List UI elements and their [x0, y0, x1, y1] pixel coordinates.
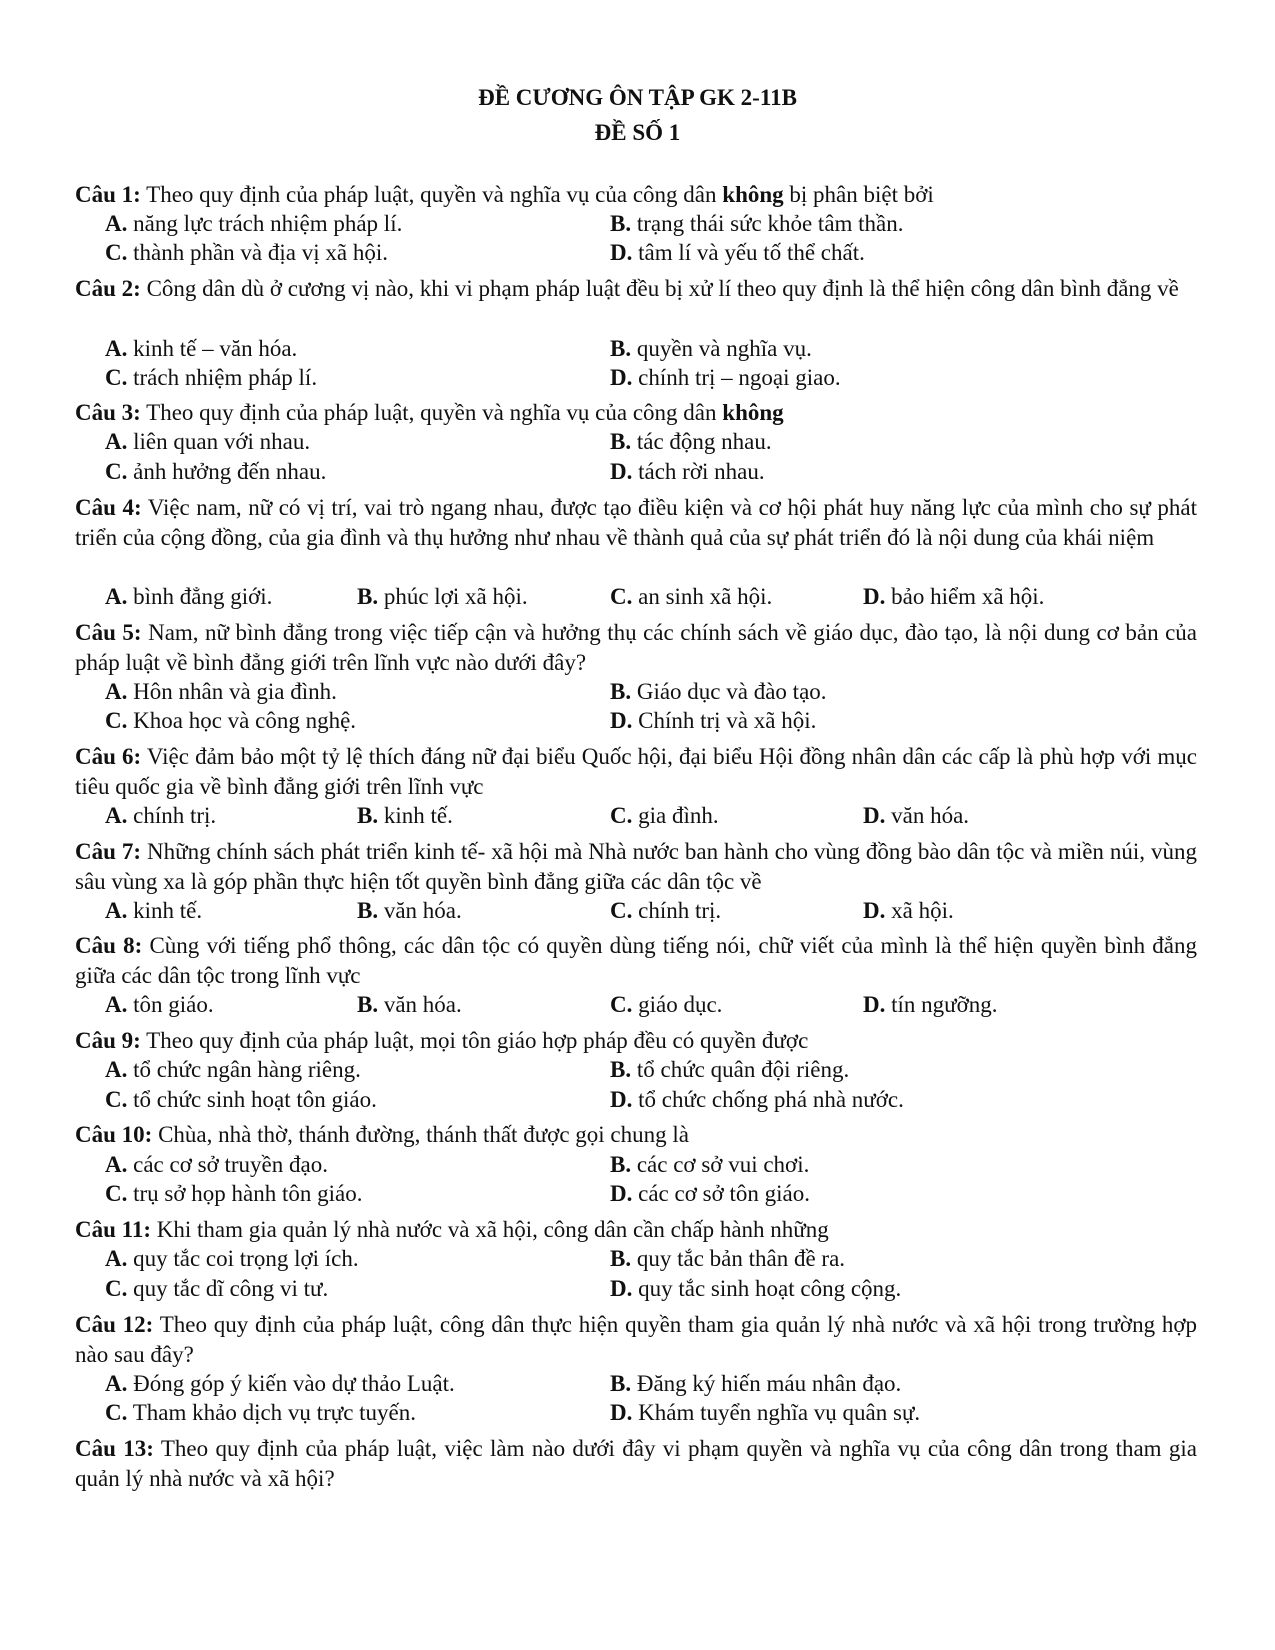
option-d: D. bảo hiểm xã hội. — [863, 584, 1045, 609]
question-5 — [75, 618, 1197, 678]
document-title: ĐỀ CƯƠNG ÔN TẬP GK 2-11B — [478, 85, 797, 110]
question-emphasis: không — [722, 182, 784, 207]
option-b: B. tác động nhau. — [610, 429, 772, 454]
question-text: Những chính sách phát triển kinh tế- xã hội mà Nhà nước ban hành cho vùng đồng bào dân tộc và miền núi, vùng sâu vùng xa là góp phần thực hiện tốt quyền bình đẳng giữa các dân tộc về — [75, 839, 1197, 894]
option-c: C. tổ chức sinh hoạt tôn giáo. — [105, 1087, 377, 1112]
option-b: B. văn hóa. — [357, 898, 462, 923]
question-13 — [75, 1434, 1197, 1494]
option-c: C. ảnh hưởng đến nhau. — [105, 459, 327, 484]
question-1 — [75, 180, 1197, 210]
document-subtitle: ĐỀ SỐ 1 — [594, 120, 681, 145]
option-c: C. chính trị. — [610, 898, 722, 923]
option-d: D. văn hóa. — [863, 803, 970, 828]
option-b: B. quy tắc bản thân đề ra. — [610, 1246, 846, 1271]
option-b: B. phúc lợi xã hội. — [357, 584, 528, 609]
question-text: Khi tham gia quản lý nhà nước và xã hội, công dân cần chấp hành những — [156, 1217, 829, 1242]
option-b: B. tổ chức quân đội riêng. — [610, 1057, 850, 1082]
question-text: Theo quy định của pháp luật, công dân thực hiện quyền tham gia quản lý nhà nước và xã hội trong trường hợp nào sau đây? — [75, 1312, 1198, 1367]
option-a: A. bình đẳng giới. — [105, 584, 273, 609]
option-a: A. quy tắc coi trọng lợi ích. — [105, 1246, 359, 1271]
option-a: A. Hôn nhân và gia đình. — [105, 679, 337, 704]
option-d: D. tách rời nhau. — [610, 459, 765, 484]
option-c: C. trách nhiệm pháp lí. — [105, 365, 318, 390]
question-label: Câu 8: — [75, 933, 143, 958]
question-11 — [75, 1215, 1197, 1245]
question-label: Câu 12: — [75, 1312, 154, 1337]
question-9 — [75, 1026, 1197, 1056]
question-text: Cùng với tiếng phổ thông, các dân tộc có quyền dùng tiếng nói, chữ viết của mình là thể hiện quyền bình đẳng giữa các dân tộc trong lĩnh vực — [75, 933, 1197, 988]
option-d: D. quy tắc sinh hoạt công cộng. — [610, 1276, 902, 1301]
option-d: D. Khám tuyển nghĩa vụ quân sự. — [610, 1400, 921, 1425]
question-emphasis: không — [722, 400, 784, 425]
question-label: Câu 13: — [75, 1436, 154, 1461]
option-d: D. xã hội. — [863, 898, 954, 923]
question-text: Việc đảm bảo một tỷ lệ thích đáng nữ đại biểu Quốc hội, đại biểu Hội đồng nhân dân các cấp là phù hợp với mục tiêu quốc gia về bình đẳng giới trên lĩnh vực — [75, 744, 1198, 799]
option-d: D. tín ngưỡng. — [863, 992, 998, 1017]
option-a: A. liên quan với nhau. — [105, 429, 311, 454]
question-label: Câu 5: — [75, 620, 142, 645]
option-a: A. chính trị. — [105, 803, 217, 828]
option-d: D. tổ chức chống phá nhà nước. — [610, 1087, 904, 1112]
question-text: Theo quy định của pháp luật, quyền và nghĩa vụ của công dân — [146, 400, 723, 425]
question-label: Câu 2: — [75, 276, 141, 301]
question-label: Câu 7: — [75, 839, 142, 864]
option-c: C. an sinh xã hội. — [610, 584, 773, 609]
option-c: C. giáo dục. — [610, 992, 723, 1017]
option-b: B. Giáo dục và đào tạo. — [610, 679, 827, 704]
question-text: Chùa, nhà thờ, thánh đường, thánh thất được gọi chung là — [158, 1122, 689, 1147]
question-12 — [75, 1310, 1197, 1370]
question-3 — [75, 398, 1197, 428]
question-text: Việc nam, nữ có vị trí, vai trò ngang nhau, được tạo điều kiện và cơ hội phát huy năng lực của mình cho sự phát triển của cộng đồng, của gia đình và thụ hưởng như nhau về thành quả của sự phát triển đó là nội dung của khái niệm — [75, 495, 1197, 550]
question-2 — [75, 274, 1197, 304]
option-a: A. các cơ sở truyền đạo. — [105, 1152, 328, 1177]
option-b: B. quyền và nghĩa vụ. — [610, 336, 812, 361]
option-c: C. trụ sở họp hành tôn giáo. — [105, 1181, 363, 1206]
option-b: B. Đăng ký hiến máu nhân đạo. — [610, 1371, 902, 1396]
option-d: D. Chính trị và xã hội. — [610, 708, 817, 733]
option-c: C. quy tắc dĩ công vi tư. — [105, 1276, 329, 1301]
option-b: B. kinh tế. — [357, 803, 453, 828]
question-8 — [75, 931, 1197, 991]
question-label: Câu 4: — [75, 495, 142, 520]
option-d: D. các cơ sở tôn giáo. — [610, 1181, 810, 1206]
question-text: bị phân biệt bởi — [783, 182, 934, 207]
question-10 — [75, 1120, 1197, 1150]
question-7 — [75, 837, 1197, 897]
question-6 — [75, 742, 1197, 802]
option-c: C. Khoa học và công nghệ. — [105, 708, 357, 733]
question-label: Câu 3: — [75, 400, 141, 425]
question-text: Theo quy định của pháp luật, quyền và nghĩa vụ của công dân — [146, 182, 723, 207]
question-text: Nam, nữ bình đẳng trong việc tiếp cận và hưởng thụ các chính sách về giáo dục, đào tạo, là nội dung cơ bản của pháp luật về bình đẳng giới trên lĩnh vực nào dưới đây? — [75, 620, 1198, 675]
question-label: Câu 6: — [75, 744, 142, 769]
option-b: B. văn hóa. — [357, 992, 462, 1017]
question-label: Câu 1: — [75, 182, 141, 207]
question-label: Câu 10: — [75, 1122, 153, 1147]
question-label: Câu 9: — [75, 1028, 141, 1053]
option-c: C. gia đình. — [610, 803, 719, 828]
question-text: Theo quy định của pháp luật, mọi tôn giáo hợp pháp đều có quyền được — [146, 1028, 809, 1053]
option-c: C. Tham khảo dịch vụ trực tuyến. — [105, 1400, 416, 1425]
option-d: D. tâm lí và yếu tố thể chất. — [610, 240, 865, 265]
option-a: A. kinh tế. — [105, 898, 203, 923]
option-a: A. Đóng góp ý kiến vào dự thảo Luật. — [105, 1371, 455, 1396]
question-text: Công dân dù ở cương vị nào, khi vi phạm pháp luật đều bị xử lí theo quy định là thể hiện công dân bình đẳng về — [146, 276, 1179, 301]
option-d: D. chính trị – ngoại giao. — [610, 365, 841, 390]
option-a: A. tổ chức ngân hàng riêng. — [105, 1057, 361, 1082]
question-4 — [75, 493, 1197, 553]
option-b: B. trạng thái sức khỏe tâm thần. — [610, 211, 904, 236]
option-b: B. các cơ sở vui chơi. — [610, 1152, 810, 1177]
option-a: A. kinh tế – văn hóa. — [105, 336, 298, 361]
question-text: Theo quy định của pháp luật, việc làm nào dưới đây vi phạm quyền và nghĩa vụ của công dân trong tham gia quản lý nhà nước và xã hội? — [75, 1436, 1198, 1491]
option-a: A. năng lực trách nhiệm pháp lí. — [105, 211, 403, 236]
question-label: Câu 11: — [75, 1217, 152, 1242]
option-a: A. tôn giáo. — [105, 992, 214, 1017]
option-c: C. thành phần và địa vị xã hội. — [105, 240, 388, 265]
